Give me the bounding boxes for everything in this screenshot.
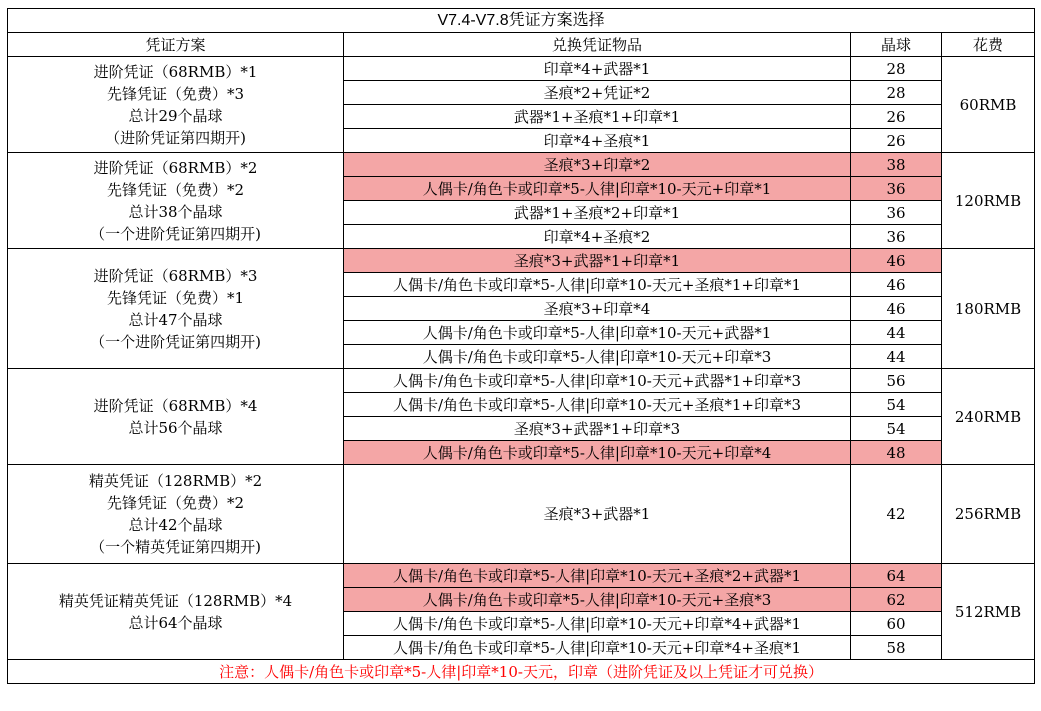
orb-count-cell: 26 xyxy=(851,105,942,129)
table-row xyxy=(8,249,1035,273)
plan-line: （一个进阶凭证第四期开) xyxy=(90,332,261,351)
orb-count-cell: 56 xyxy=(851,369,942,393)
cost-cell: 180RMB xyxy=(942,249,1035,369)
plan-line: 进阶凭证（68RMB）*1 xyxy=(93,62,258,81)
note-row xyxy=(8,660,1035,684)
cost-cell: 512RMB xyxy=(942,564,1035,660)
plan-line: （一个进阶凭证第四期开) xyxy=(90,224,261,243)
plan-line: （进阶凭证第四期开) xyxy=(105,128,246,147)
exchange-item-cell: 人偶卡/角色卡或印章*5-人律|印章*10-天元+印章*4+武器*1 xyxy=(344,612,851,636)
orb-count-cell: 64 xyxy=(851,564,942,588)
plan-line: 总计56个晶球 xyxy=(128,418,223,437)
orb-count-cell: 54 xyxy=(851,393,942,417)
exchange-item-cell: 圣痕*2+凭证*2 xyxy=(344,81,851,105)
exchange-item-cell: 人偶卡/角色卡或印章*5-人律|印章*10-天元+武器*1+印章*3 xyxy=(344,369,851,393)
plan-line: （一个精英凭证第四期开) xyxy=(90,538,261,556)
plan-line: 总计47个晶球 xyxy=(128,310,223,329)
orb-count-cell: 26 xyxy=(851,129,942,153)
plan-cell xyxy=(8,153,344,249)
exchange-item-cell: 圣痕*3+武器*1 xyxy=(344,465,851,564)
plan-line: 进阶凭证（68RMB）*3 xyxy=(93,266,258,285)
note-text: 注意：人偶卡/角色卡或印章*5-人律|印章*10-天元，印章（进阶凭证及以上凭证才可兑换） xyxy=(8,660,1035,684)
orb-count-cell: 46 xyxy=(851,273,942,297)
exchange-item-cell: 印章*4+圣痕*2 xyxy=(344,225,851,249)
plan-line: 进阶凭证（68RMB）*2 xyxy=(93,158,258,177)
exchange-item-cell: 圣痕*3+武器*1+印章*1 xyxy=(344,249,851,273)
orb-count-cell: 36 xyxy=(851,225,942,249)
plan-line: 总计64个晶球 xyxy=(128,613,223,632)
exchange-item-cell: 人偶卡/角色卡或印章*5-人律|印章*10-天元+印章*4 xyxy=(344,441,851,465)
cost-cell: 120RMB xyxy=(942,153,1035,249)
plan-line: 精英凭证（128RMB）*2 xyxy=(88,472,263,490)
plan-line: 总计38个晶球 xyxy=(128,202,223,221)
orb-count-cell: 46 xyxy=(851,297,942,321)
exchange-item-cell: 人偶卡/角色卡或印章*5-人律|印章*10-天元+圣痕*2+武器*1 xyxy=(344,564,851,588)
voucher-plan-table xyxy=(7,8,1035,684)
exchange-item-cell: 人偶卡/角色卡或印章*5-人律|印章*10-天元+印章*3 xyxy=(344,345,851,369)
plan-line: 总计29个晶球 xyxy=(128,106,223,125)
plan-line: 先锋凭证（免费）*2 xyxy=(106,494,245,512)
exchange-item-cell: 武器*1+圣痕*1+印章*1 xyxy=(344,105,851,129)
exchange-item-cell: 印章*4+圣痕*1 xyxy=(344,129,851,153)
exchange-item-cell: 武器*1+圣痕*2+印章*1 xyxy=(344,201,851,225)
plan-cell xyxy=(8,57,344,153)
exchange-item-cell: 人偶卡/角色卡或印章*5-人律|印章*10-天元+圣痕*3 xyxy=(344,588,851,612)
table-row xyxy=(8,153,1035,177)
header-orbs: 晶球 xyxy=(851,33,942,57)
exchange-item-cell: 人偶卡/角色卡或印章*5-人律|印章*10-天元+圣痕*1+印章*1 xyxy=(344,273,851,297)
exchange-item-cell: 圣痕*3+武器*1+印章*3 xyxy=(344,417,851,441)
plan-cell xyxy=(8,465,344,564)
plan-line: 总计42个晶球 xyxy=(128,516,223,534)
orb-count-cell: 60 xyxy=(851,612,942,636)
title-row xyxy=(8,9,1035,33)
exchange-item-cell: 圣痕*3+印章*4 xyxy=(344,297,851,321)
cost-cell: 60RMB xyxy=(942,57,1035,153)
header-cost: 花费 xyxy=(942,33,1035,57)
orb-count-cell: 36 xyxy=(851,201,942,225)
orb-count-cell: 42 xyxy=(851,465,942,564)
orb-count-cell: 28 xyxy=(851,81,942,105)
orb-count-cell: 44 xyxy=(851,345,942,369)
exchange-item-cell: 人偶卡/角色卡或印章*5-人律|印章*10-天元+印章*1 xyxy=(344,177,851,201)
plan-line: 进阶凭证（68RMB）*4 xyxy=(93,396,258,415)
orb-count-cell: 48 xyxy=(851,441,942,465)
orb-count-cell: 28 xyxy=(851,57,942,81)
orb-count-cell: 62 xyxy=(851,588,942,612)
table-title: V7.4-V7.8凭证方案选择 xyxy=(8,9,1035,33)
orb-count-cell: 44 xyxy=(851,321,942,345)
table-row xyxy=(8,465,1035,564)
header-row xyxy=(8,33,1035,57)
plan-line: 先锋凭证（免费）*1 xyxy=(106,288,245,307)
table-row xyxy=(8,57,1035,81)
plan-cell xyxy=(8,249,344,369)
table-row xyxy=(8,369,1035,393)
orb-count-cell: 38 xyxy=(851,153,942,177)
cost-cell: 256RMB xyxy=(942,465,1035,564)
plan-line: 先锋凭证（免费）*3 xyxy=(106,84,245,103)
cost-cell: 240RMB xyxy=(942,369,1035,465)
table-row xyxy=(8,564,1035,588)
exchange-item-cell: 人偶卡/角色卡或印章*5-人律|印章*10-天元+印章*4+圣痕*1 xyxy=(344,636,851,660)
exchange-item-cell: 人偶卡/角色卡或印章*5-人律|印章*10-天元+圣痕*1+印章*3 xyxy=(344,393,851,417)
plan-line: 先锋凭证（免费）*2 xyxy=(106,180,245,199)
orb-count-cell: 54 xyxy=(851,417,942,441)
plan-cell xyxy=(8,564,344,660)
orb-count-cell: 36 xyxy=(851,177,942,201)
plan-cell xyxy=(8,369,344,465)
orb-count-cell: 58 xyxy=(851,636,942,660)
plan-line: 精英凭证精英凭证（128RMB）*4 xyxy=(58,591,293,610)
exchange-item-cell: 圣痕*3+印章*2 xyxy=(344,153,851,177)
header-plan: 凭证方案 xyxy=(8,33,344,57)
orb-count-cell: 46 xyxy=(851,249,942,273)
exchange-item-cell: 印章*4+武器*1 xyxy=(344,57,851,81)
header-item: 兑换凭证物品 xyxy=(344,33,851,57)
exchange-item-cell: 人偶卡/角色卡或印章*5-人律|印章*10-天元+武器*1 xyxy=(344,321,851,345)
